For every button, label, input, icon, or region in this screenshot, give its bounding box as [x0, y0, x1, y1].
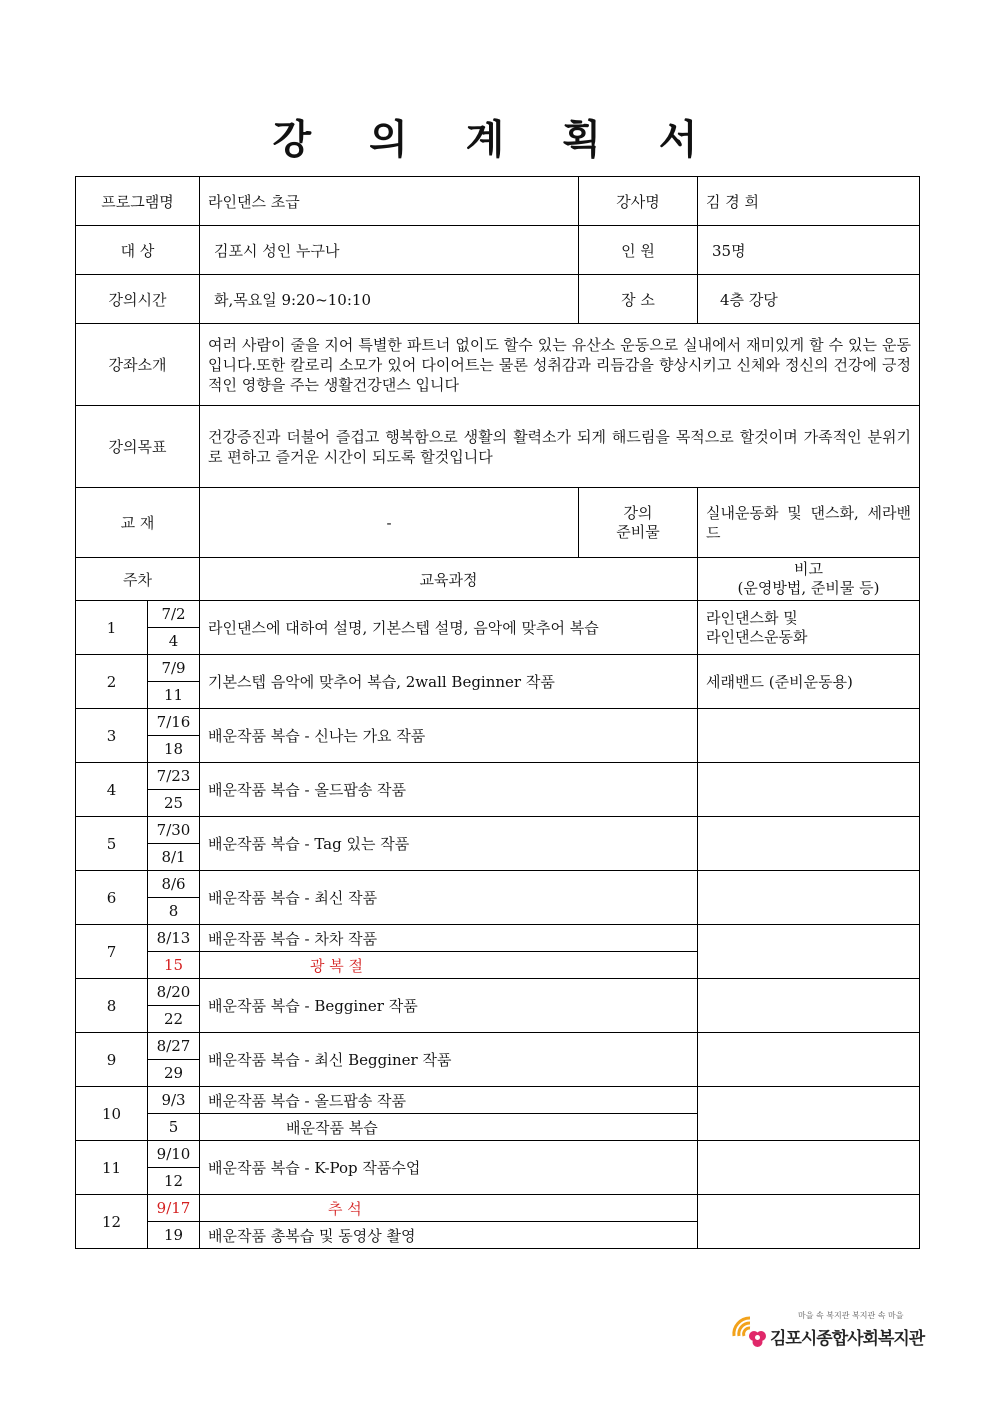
week-row	[76, 1195, 920, 1222]
week-date-second: 8	[148, 898, 200, 925]
week-date-first: 9/10	[148, 1141, 200, 1168]
week-number: 12	[76, 1195, 148, 1249]
program-label: 프로그램명	[76, 177, 200, 226]
week-date-second: 25	[148, 790, 200, 817]
week-date-first: 8/13	[148, 925, 200, 952]
week-note-line2: 라인댄스운동화	[706, 627, 808, 646]
place-label: 장 소	[579, 275, 698, 324]
note-header-line2: (운영방법, 준비물 등)	[737, 579, 880, 597]
target-label: 대 상	[76, 226, 200, 275]
capacity-value: 35명	[698, 226, 920, 275]
week-row	[76, 817, 920, 844]
week-date-second: 12	[148, 1168, 200, 1195]
intro-value: 여러 사람이 줄을 지어 특별한 파트너 없이도 할수 있는 유산소 운동으로 실내에서 재미있게 할 수 있는 운동입니다.또한 칼로리 소모가 있어 다이어트는 물론 성취감과 리듬감을 향상시키고 신체와 정신의 건강에 긍정적인 영향을 주는 생활건강댄스 입니다	[200, 324, 920, 406]
week-date-first: 9/3	[148, 1087, 200, 1114]
capacity-label: 인 원	[579, 226, 698, 275]
course-header: 교육과정	[200, 558, 698, 601]
week-note	[698, 925, 920, 979]
instructor-label: 강사명	[579, 177, 698, 226]
logo-emblem-icon	[728, 1312, 772, 1354]
week-course: 배운작품 복습 - K-Pop 작품수업	[200, 1141, 698, 1195]
week-course-first: 배운작품 복습 - 올드팝송 작품	[200, 1087, 698, 1114]
week-note	[698, 763, 920, 817]
week-note	[698, 601, 920, 655]
goal-label: 강의목표	[76, 406, 200, 488]
note-header-line1: 비고	[794, 560, 823, 578]
week-course: 배운작품 복습 - Tag 있는 작품	[200, 817, 698, 871]
target-value: 김포시 성인 누구나	[200, 226, 579, 275]
logo-tagline: 마을 속 복지관 복지관 속 마을	[798, 1311, 904, 1320]
program-value: 라인댄스 초급	[200, 177, 579, 226]
week-date-second: 15	[148, 952, 200, 979]
week-number: 8	[76, 979, 148, 1033]
week-course: 배운작품 복습 - Begginer 작품	[200, 979, 698, 1033]
prep-label	[579, 488, 698, 558]
week-header: 주차	[76, 558, 200, 601]
week-date-first: 7/16	[148, 709, 200, 736]
week-note-line1: 라인댄스화 및	[706, 608, 798, 627]
week-row	[76, 1033, 920, 1060]
week-number: 6	[76, 871, 148, 925]
week-note	[698, 1033, 920, 1087]
time-value: 화,목요일 9:20~10:10	[200, 275, 579, 324]
week-date-first: 8/20	[148, 979, 200, 1006]
week-date-first: 9/17	[148, 1195, 200, 1222]
week-date-first: 7/30	[148, 817, 200, 844]
week-note	[698, 1141, 920, 1195]
week-row	[76, 709, 920, 736]
week-date-second: 5	[148, 1114, 200, 1141]
week-date-second: 4	[148, 628, 200, 655]
instructor-value: 김 경 희	[698, 177, 920, 226]
week-course: 기본스텝 음악에 맞추어 복습, 2wall Beginner 작품	[200, 655, 698, 709]
note-header	[698, 558, 920, 601]
prep-label-line2: 준비물	[616, 522, 660, 541]
week-course-first: 배운작품 복습 - 차차 작품	[200, 925, 698, 952]
week-course: 배운작품 복습 - 최신 작품	[200, 871, 698, 925]
time-label: 강의시간	[76, 275, 200, 324]
week-date-first: 7/23	[148, 763, 200, 790]
week-number: 2	[76, 655, 148, 709]
week-row	[76, 1087, 920, 1114]
week-note	[698, 1195, 920, 1249]
week-row	[76, 1141, 920, 1168]
document-title: 강 의 계 획 서	[272, 117, 720, 163]
week-number: 10	[76, 1087, 148, 1141]
week-note	[698, 979, 920, 1033]
holiday-label: 추 석	[200, 1195, 698, 1222]
week-number: 9	[76, 1033, 148, 1087]
week-date-second: 19	[148, 1222, 200, 1249]
week-date-second: 22	[148, 1006, 200, 1033]
prep-value: 실내운동화 및 댄스화, 세라밴드	[698, 488, 920, 558]
week-number: 3	[76, 709, 148, 763]
week-row	[76, 763, 920, 790]
week-number: 5	[76, 817, 148, 871]
week-number: 7	[76, 925, 148, 979]
week-note	[698, 817, 920, 871]
holiday-label: 광 복 절	[200, 952, 698, 979]
week-note	[698, 709, 920, 763]
week-date-first: 7/9	[148, 655, 200, 682]
goal-value: 건강증진과 더불어 즐겁고 행복함으로 생활의 활력소가 되게 해드림을 목적으로 할것이며 가족적인 분위기로 편하고 즐거운 시간이 되도록 할것입니다	[200, 406, 920, 488]
week-row	[76, 655, 920, 682]
week-row	[76, 871, 920, 898]
week-course: 배운작품 복습 - 신나는 가요 작품	[200, 709, 698, 763]
week-row	[76, 979, 920, 1006]
week-course-second: 배운작품 총복습 및 동영상 촬영	[200, 1222, 698, 1249]
intro-label: 강좌소개	[76, 324, 200, 406]
logo-name: 김포시종합사회복지관	[770, 1329, 925, 1349]
prep-label-line1: 강의	[623, 503, 653, 522]
week-note	[698, 871, 920, 925]
week-date-second: 18	[148, 736, 200, 763]
week-note: 세래밴드 (준비운동용)	[698, 655, 920, 709]
lecture-plan-table	[75, 176, 920, 1249]
week-course: 배운작품 복습 - 최신 Begginer 작품	[200, 1033, 698, 1087]
week-number: 4	[76, 763, 148, 817]
week-note	[698, 1087, 920, 1141]
week-date-first: 8/6	[148, 871, 200, 898]
place-value: 4층 강당	[698, 275, 920, 324]
week-date-first: 7/2	[148, 601, 200, 628]
week-date-second: 11	[148, 682, 200, 709]
material-label: 교 재	[76, 488, 200, 558]
welfare-center-logo	[728, 1308, 928, 1354]
week-course: 라인댄스에 대하여 설명, 기본스텝 설명, 음악에 맞추어 복습	[200, 601, 698, 655]
week-number: 11	[76, 1141, 148, 1195]
week-date-first: 8/27	[148, 1033, 200, 1060]
week-date-second: 8/1	[148, 844, 200, 871]
material-value: -	[200, 488, 579, 558]
week-date-second: 29	[148, 1060, 200, 1087]
week-number: 1	[76, 601, 148, 655]
week-course: 배운작품 복습 - 올드팝송 작품	[200, 763, 698, 817]
week-course-second: 배운작품 복습	[200, 1114, 698, 1141]
week-row	[76, 925, 920, 952]
week-row	[76, 601, 920, 628]
